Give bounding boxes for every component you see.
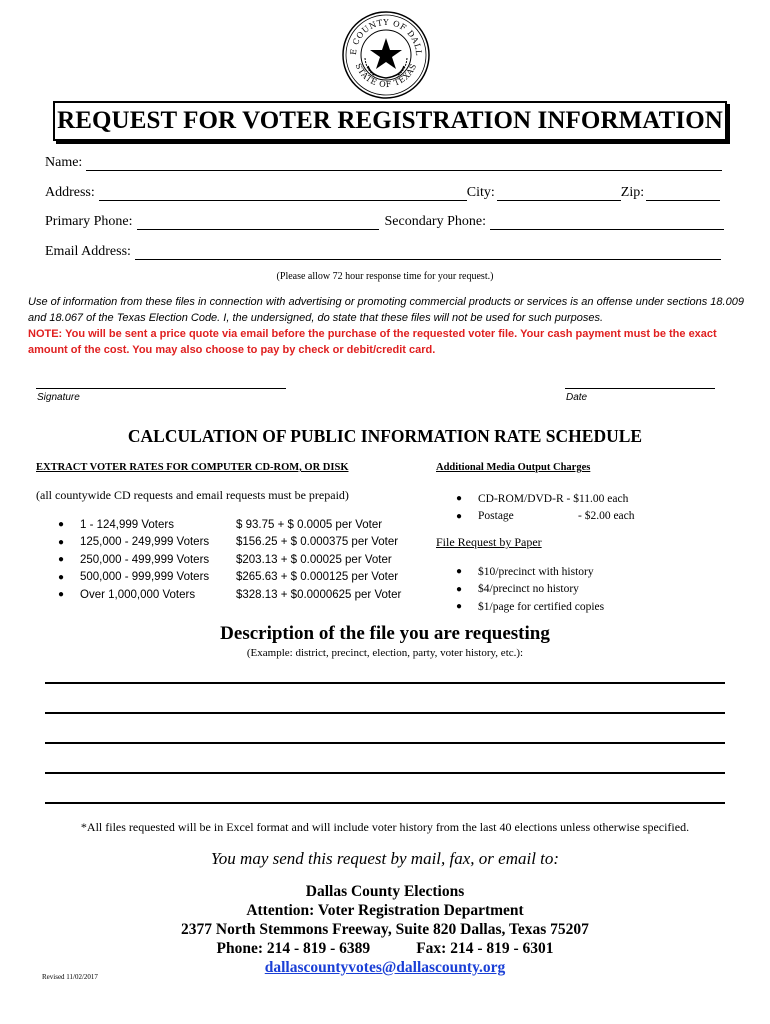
address-row xyxy=(45,183,720,201)
media-charges-list xyxy=(456,490,635,525)
seal-bottom-text: STATE OF TEXAS xyxy=(353,62,419,90)
response-time-note: (Please allow 72 hour response time for your request.) xyxy=(276,271,494,282)
contact-phone-fax xyxy=(0,940,770,958)
contact-fax: Fax: 214 - 819 - 6301 xyxy=(416,940,554,957)
contact-address: 2377 North Stemmons Freeway, Suite 820 Dallas, Texas 75207 xyxy=(181,921,589,938)
description-line-3[interactable] xyxy=(45,742,725,744)
city-label: City: xyxy=(466,185,495,200)
signature-line[interactable] xyxy=(36,388,286,389)
secondary-phone-field[interactable] xyxy=(490,215,724,230)
paper-item: ● $4/precinct no history xyxy=(456,583,579,596)
contact-org: Dallas County Elections xyxy=(305,883,465,900)
name-label: Name: xyxy=(45,155,83,170)
zip-field[interactable] xyxy=(646,186,720,201)
rate-item: ● 1 - 124,999 Voters $ 93.75 + $ 0.0005 per Voter xyxy=(58,518,383,531)
use-statement: Use of information from these files in connection with advertising or promoting commercial products or services is an offense under sections 18.009 and 18.067 of the Texas Election Code. I, the undersigned, do state that these files will not be used for such purposes. xyxy=(28,296,744,324)
email-field[interactable] xyxy=(135,245,721,260)
description-title: Description of the file you are requesting xyxy=(220,623,550,644)
contact-phone: Phone: 214 - 819 - 6389 xyxy=(216,940,371,957)
prepaid-note: (all countywide CD requests and email requests must be prepaid) xyxy=(36,488,349,502)
date-line[interactable] xyxy=(565,388,715,389)
name-row xyxy=(45,153,722,171)
address-field[interactable] xyxy=(99,186,467,201)
paper-charges-list xyxy=(456,563,604,616)
primary-phone-label: Primary Phone: xyxy=(45,214,133,229)
zip-label: Zip: xyxy=(620,185,645,200)
price-note: NOTE: You will be sent a price quote via email before the purchase of the requested voter file. Your cash payment must be the exact amount of the cost. You may also choose to pay by check or debit/credit card. xyxy=(28,328,717,356)
description-line-2[interactable] xyxy=(45,712,725,714)
description-line-4[interactable] xyxy=(45,772,725,774)
form-title: REQUEST FOR VOTER REGISTRATION INFORMATION xyxy=(53,101,727,141)
date-label: Date xyxy=(566,392,588,403)
paper-item: ● $1/page for certified copies xyxy=(456,600,605,613)
svg-text:STATE OF TEXAS xyxy=(354,62,419,89)
description-example: (Example: district, precinct, election, party, voter history, etc.): xyxy=(246,647,524,659)
seal-top-text: E COUNTY OF DALL xyxy=(348,17,424,57)
email-label: Email Address: xyxy=(45,244,131,259)
primary-phone-field[interactable] xyxy=(137,215,379,230)
contact-attention: Attention: Voter Registration Department xyxy=(246,902,524,919)
address-label: Address: xyxy=(45,185,95,200)
description-line-5[interactable] xyxy=(45,802,725,804)
contact-email-link[interactable]: dallascountyvotes@dallascounty.org xyxy=(264,959,506,976)
rate-item: ● 500,000 - 999,999 Voters $265.63 + $ 0.000125 per Voter xyxy=(58,571,399,584)
paper-request-heading: File Request by Paper xyxy=(436,535,542,549)
paper-item: ● $10/precinct with history xyxy=(456,565,594,578)
contact-email-row xyxy=(0,959,770,977)
secondary-phone-label: Secondary Phone: xyxy=(384,214,486,229)
rate-item: ● 250,000 - 499,999 Voters $203.13 + $ 0.00025 per Voter xyxy=(58,553,392,566)
mail-instructions: You may send this request by mail, fax, or email to: xyxy=(210,849,560,868)
signature-label: Signature xyxy=(37,392,80,403)
revised-date: Revised 11/02/2017 xyxy=(42,973,98,981)
star-icon xyxy=(370,38,402,69)
name-field[interactable] xyxy=(86,156,722,171)
rate-schedule-title: CALCULATION OF PUBLIC INFORMATION RATE SCHEDULE xyxy=(127,426,643,446)
extract-rates-heading: EXTRACT VOTER RATES FOR COMPUTER CD-ROM, OR DISK xyxy=(36,462,349,473)
description-line-1[interactable] xyxy=(45,682,725,684)
media-charges-heading: Additional Media Output Charges xyxy=(436,462,591,473)
city-field[interactable] xyxy=(497,186,621,201)
phone-row xyxy=(45,212,724,230)
rate-item: ● 125,000 - 249,999 Voters $156.25 + $ 0.000375 per Voter xyxy=(58,536,399,549)
media-item: ● CD-ROM/DVD-R - $11.00 each xyxy=(456,492,629,505)
media-item: ● Postage - $2.00 each xyxy=(456,510,635,523)
voter-rates-list xyxy=(58,516,401,604)
county-seal xyxy=(341,10,431,100)
email-row xyxy=(45,242,721,260)
rate-item: ● Over 1,000,000 Voters $328.13 + $0.0000625 per Voter xyxy=(58,588,402,601)
excel-format-note: *All files requested will be in Excel format and will include voter history from the last 40 elections unless otherwise specified. xyxy=(80,820,690,834)
